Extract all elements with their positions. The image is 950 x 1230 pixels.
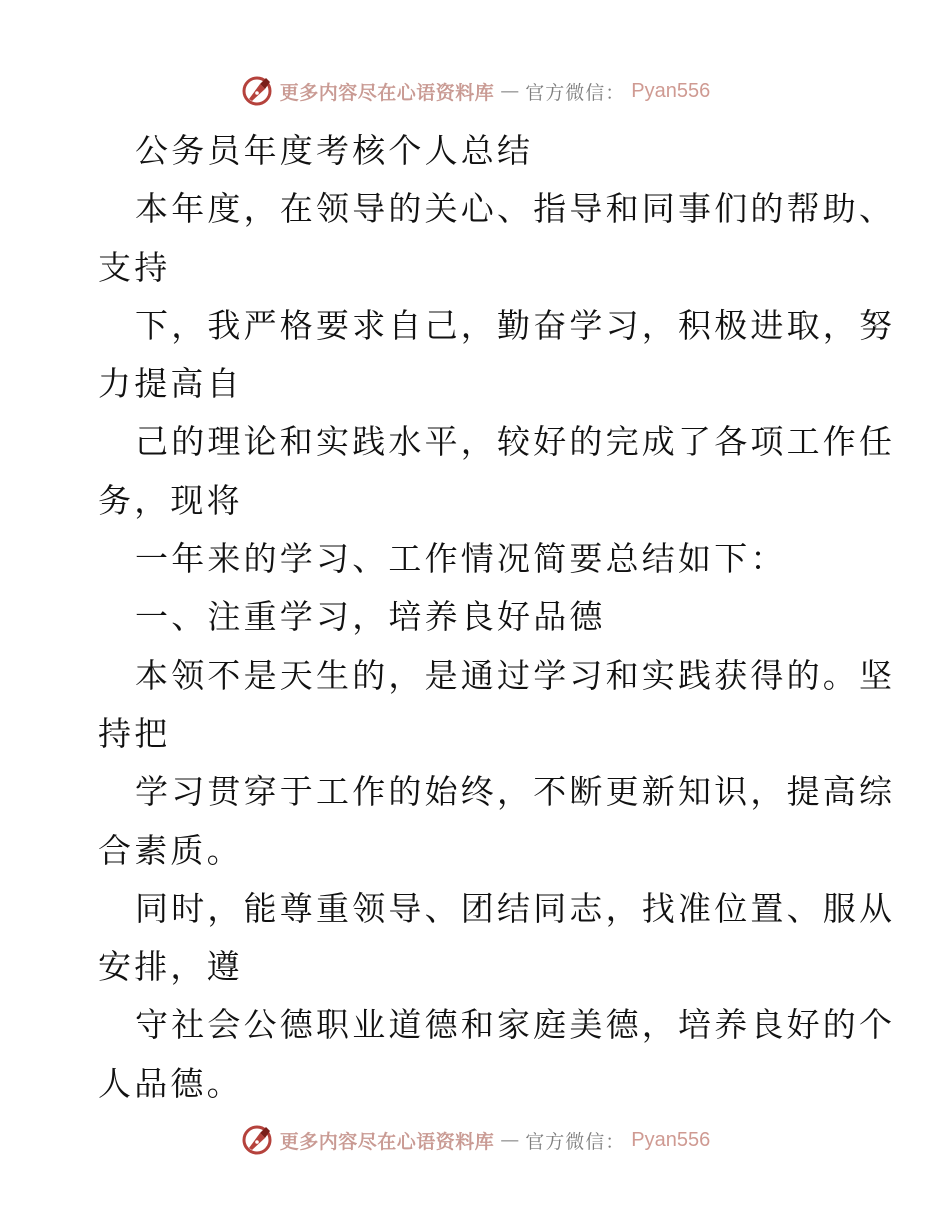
text-line: 务，现将 (98, 480, 243, 520)
text-line: 支持 (98, 247, 171, 287)
watermark-wechat-label: 官方微信： (525, 81, 626, 104)
text-line: 持把 (98, 713, 171, 753)
watermark-wechat-id: Pyan556 (631, 1128, 711, 1151)
text-line: 守社会公德职业道德和家庭美德，培养良好的个 (135, 1005, 896, 1045)
text-line: 力提高自 (98, 364, 243, 404)
section-heading: 一、注重学习，培养良好品德 (135, 597, 606, 637)
watermark-separator: — (500, 1129, 520, 1151)
text-line: 下，我严格要求自己，勤奋学习，积极进取，努 (135, 305, 896, 345)
watermark-wechat-label: 官方微信： (525, 1130, 626, 1153)
text-line: 本年度，在领导的关心、指导和同事们的帮助、 (135, 189, 896, 229)
document-body (98, 122, 896, 1113)
pen-nib-logo-icon (240, 1123, 274, 1157)
text-line: 同时，能尊重领导、团结同志，找准位置、服从 (135, 888, 896, 928)
watermark-separator: — (500, 80, 520, 102)
footer-watermark (0, 1120, 950, 1160)
watermark-wechat-id: Pyan556 (631, 79, 711, 102)
text-line: 本领不是天生的，是通过学习和实践获得的。坚 (135, 655, 896, 695)
pen-nib-logo-icon (240, 74, 274, 108)
text-line: 学习贯穿于工作的始终，不断更新知识，提高综 (135, 772, 896, 812)
header-watermark (0, 71, 950, 111)
text-line: 合素质。 (98, 830, 243, 870)
document-title: 公务员年度考核个人总结 (135, 131, 534, 170)
watermark-main-text: 更多内容尽在心语资料库 (279, 81, 495, 104)
text-line: 人品德。 (98, 1063, 243, 1103)
text-line: 安排，遵 (98, 947, 243, 987)
watermark-main-text: 更多内容尽在心语资料库 (279, 1130, 495, 1153)
text-line: 一年来的学习、工作情况简要总结如下： (135, 539, 787, 579)
text-line: 己的理论和实践水平，较好的完成了各项工作任 (135, 422, 896, 462)
